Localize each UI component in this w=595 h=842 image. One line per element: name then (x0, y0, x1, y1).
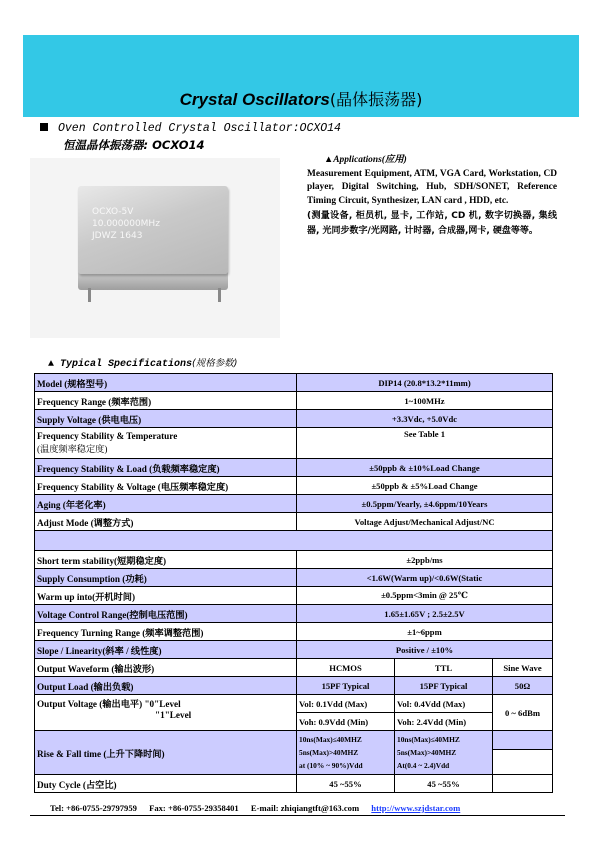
applications-text: Measurement Equipment, ATM, VGA Card, Workstation, CD player, Digital Switching, Hub, SDH/SONET, Reference Timing Circuit, Synthesizer, LAN card , HDD, etc. (307, 168, 557, 206)
footer-contact (30, 803, 565, 813)
table-row: Output Waveform (输出波形) HCMOS TTL Sine Wave (35, 659, 553, 677)
product-heading-zh: 恒温晶体振荡器: OCXO14 (63, 138, 205, 152)
table-row: Slope / Linearity(斜率 / 线性度) Positive / ±10% (35, 641, 553, 659)
square-bullet-icon (40, 123, 48, 131)
product-photo (30, 158, 280, 338)
table-row: Frequency Range (频率范围) 1~100MHz (35, 392, 553, 410)
footer-email: E-mail: zhiqiangtft@163.com (250, 803, 360, 813)
pin (88, 288, 91, 302)
pin (218, 288, 221, 302)
table-row: Frequency Stability & Voltage (电压频率稳定度) ±50ppb & ±5%Load Change (35, 477, 553, 495)
table-row: Short term stability(短期稳定度) ±2ppb/ms (35, 551, 553, 569)
table-row: Output Voltage (输出电平) "0"Level "1"Level Vol: 0.1Vdd (Max) Vol: 0.4Vdd (Max) 0 ~ 6dBm (35, 695, 553, 713)
table-row: Frequency Turning Range (频率调整范围) ±1~6ppm (35, 623, 553, 641)
specs-heading: ▲ Typical Specifications(规格参数) (48, 358, 238, 370)
product-heading: Oven Controlled Crystal Oscillator:OCXO14 恒温晶体振荡器: OCXO14 (40, 121, 341, 153)
oscillator-can (78, 186, 228, 274)
table-row: Voh: 0.9Vdd (Min) Voh: 2.4Vdd (Min) (35, 713, 553, 731)
header-banner (23, 35, 579, 117)
table-row: Supply Voltage (供电电压) +3.3Vdc, +5.0Vdc (35, 410, 553, 428)
oscillator-marking: OCXO-5V 10.000000MHz JDWZ 1643 (92, 207, 160, 241)
applications-heading: ▲Applications(应用) (324, 155, 407, 165)
table-row-empty (35, 531, 553, 551)
table-row: Aging (年老化率) ±0.5ppm/Yearly, ±4.6ppm/10Years (35, 495, 553, 513)
website-link[interactable]: http://www.szjdstar.com (371, 803, 461, 813)
table-row: Output Load (输出负载) 15PF Typical 15PF Typical 50Ω (35, 677, 553, 695)
table-row: Rise & Fall time (上升下降时间) 10ns(Max)≤40MHZ 5ns(Max)>40MHZ at (10% ~ 90%)Vdd 10ns(Max)≤40MHZ 5ns(Max)>40MHZ At(0.4 ~ 2.4)Vdd (35, 731, 553, 775)
table-row: Model (规格型号) DIP14 (20.8*13.2*11mm) (35, 374, 553, 392)
table-row: Voltage Control Range(控制电压范围) 1.65±1.65V ; 2.5±2.5V (35, 605, 553, 623)
footer-divider (30, 815, 565, 816)
table-row: Frequency Stability & Temperature (温度频率稳定度) See Table 1 (35, 428, 553, 459)
footer-tel: Tel: +86-0755-29797959 (50, 803, 137, 813)
page-title: Crystal Oscillators(晶体振荡器) (179, 90, 423, 109)
table-row: Adjust Mode (调整方式) Voltage Adjust/Mechanical Adjust/NC (35, 513, 553, 531)
footer-fax: Fax: +86-0755-29358401 (149, 803, 239, 813)
applications-section (307, 154, 557, 238)
table-row: Supply Consumption (功耗) <1.6W(Warm up)/<0.6W(Static (35, 569, 553, 587)
spec-table (34, 373, 553, 793)
table-row: Warm up into(开机时间) ±0.5ppm<3min @ 25℃ (35, 587, 553, 605)
table-row: Frequency Stability & Load (负载频率稳定度) ±50ppb & ±10%Load Change (35, 459, 553, 477)
applications-text-zh: (测量设备, 柜员机, 显卡, 工作站, CD 机, 数字切换器, 集线器, 光同步数字/光网路, 计时器, 合成器,网卡, 硬盘等等。 (307, 211, 557, 236)
table-row: Duty Cycle (占空比) 45 ~55% 45 ~55% (35, 775, 553, 793)
